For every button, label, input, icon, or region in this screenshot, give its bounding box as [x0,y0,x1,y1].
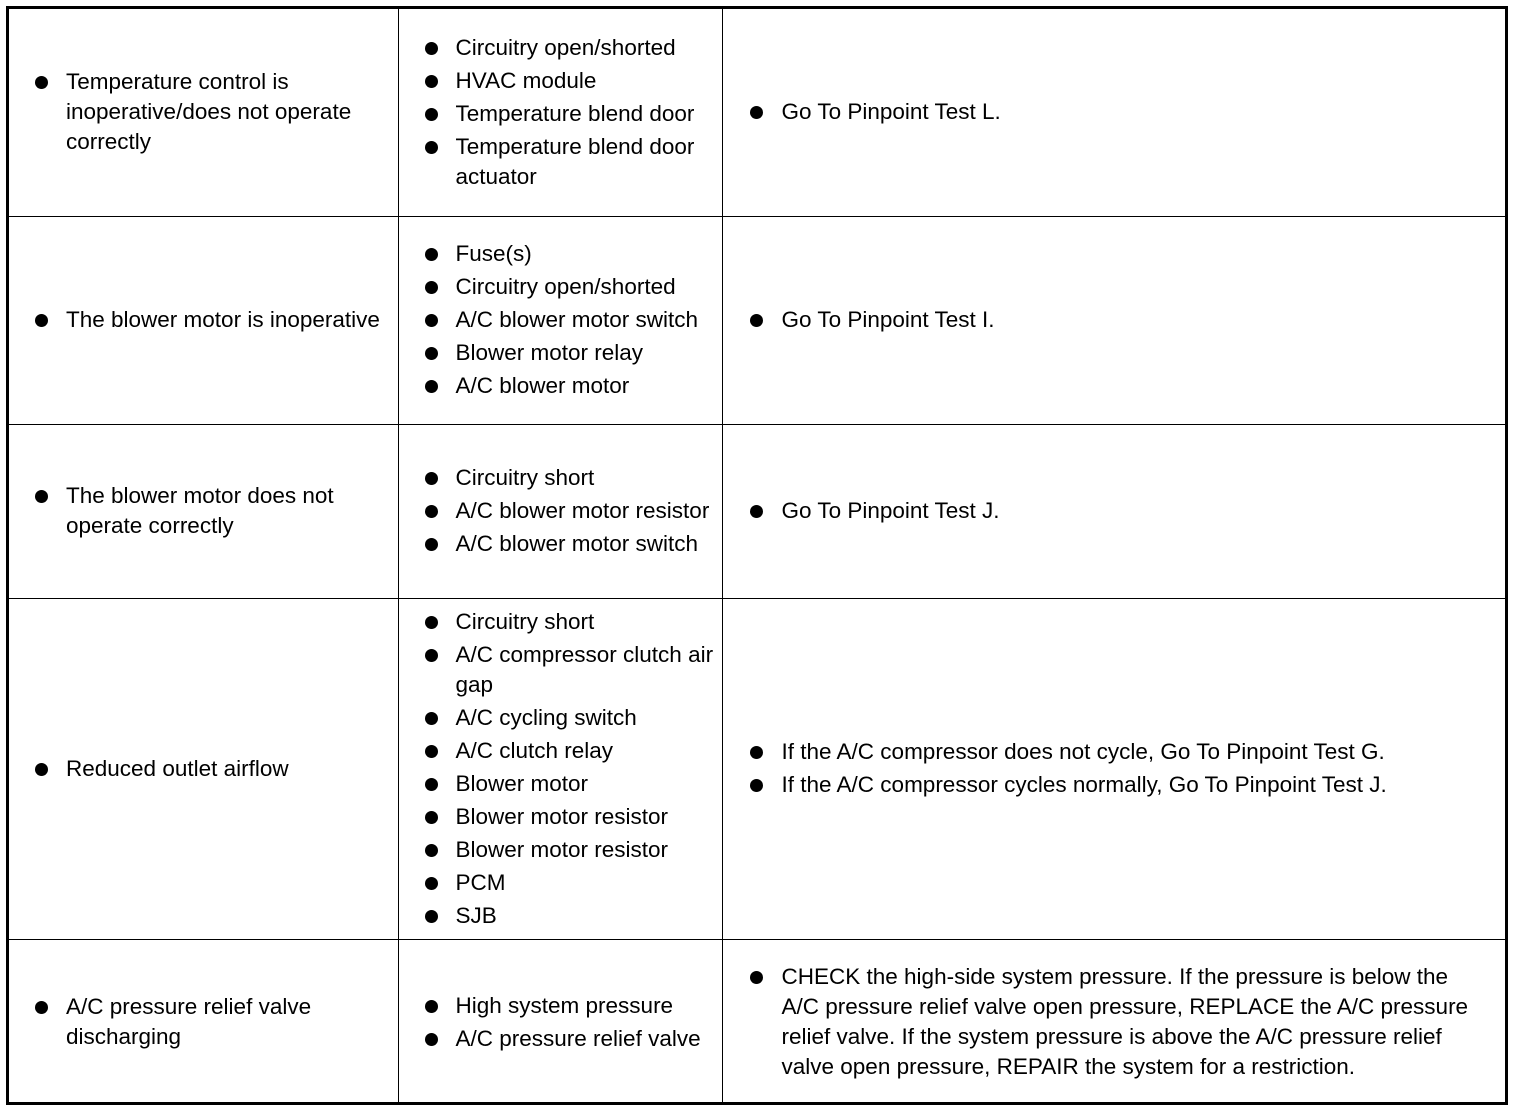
bullet-icon [35,763,48,776]
list-item [399,640,722,700]
bullet-icon [425,75,438,88]
list-item [399,901,722,931]
list-item [399,607,722,637]
list-item [723,770,1506,800]
bullet-icon [425,108,438,121]
cause-text: HVAC module [455,67,597,93]
symptom-text: A/C pressure relief valve discharging [66,994,312,1050]
bullet-icon [425,712,438,725]
bullet-icon [35,490,48,503]
symptom-cell [9,9,398,216]
bullet-icon [425,778,438,791]
symptom-text: The blower motor does not operate correctly [66,483,334,538]
list-item [723,962,1506,1082]
cause-text: Blower motor resistor [455,836,669,862]
cause-text: A/C pressure relief valve [455,1025,701,1051]
bullet-icon [425,472,438,485]
action-cell [722,598,1505,939]
action-text: Go To Pinpoint Test I. [781,307,995,332]
cause-text: Blower motor resistor [455,803,669,829]
cause-text: A/C blower motor switch [455,307,699,332]
symptom-cell [9,939,398,1105]
list-item [723,737,1506,767]
list-item [9,305,390,335]
cause-text: A/C clutch relay [455,737,614,763]
list-item [399,529,722,559]
list-item [399,272,722,302]
symptom-cell [9,216,398,424]
possible-source-cell [398,9,722,216]
cause-text: Fuse(s) [455,241,532,266]
list-item [399,991,722,1021]
bullet-icon [750,505,763,518]
bullet-icon [425,141,438,154]
bullet-icon [750,971,763,984]
list-item [9,481,390,541]
bullet-icon [750,746,763,759]
bullet-icon [425,844,438,857]
bullet-icon [425,1033,438,1046]
list-item [399,33,722,63]
bullet-icon [35,314,48,327]
list-item [723,305,1506,335]
bullet-icon [425,910,438,923]
cause-text: Circuitry short [455,608,595,634]
diagnosis-table [6,6,1508,1105]
bullet-icon [425,1000,438,1013]
action-text: CHECK the high-side system pressure. If the pressure is below the A/C pressure relief valve open pressure, REPLACE the A/C pressure relief valve. If the system pressure is above the A/C pressure relief valve open pressure, REPAIR the system for a restriction. [781,964,1469,1080]
cause-text: A/C blower motor switch [455,531,699,556]
list-item [399,99,722,129]
list-item [723,97,1506,127]
list-item [399,463,722,493]
list-item [399,496,722,526]
bullet-icon [425,314,438,327]
action-cell [722,939,1505,1105]
bullet-icon [750,779,763,792]
list-item [9,67,390,157]
symptom-text: Reduced outlet airflow [66,755,289,781]
list-item [399,868,722,898]
action-text: Go To Pinpoint Test L. [781,99,1001,125]
symptom-text: The blower motor is inoperative [66,307,380,332]
list-item [399,66,722,96]
action-cell [722,9,1505,216]
symptom-cell [9,598,398,939]
cause-text: SJB [455,902,497,928]
list-item [399,338,722,368]
bullet-icon [425,616,438,629]
cause-text: Circuitry open/shorted [455,274,676,299]
bullet-icon [425,811,438,824]
action-cell [722,216,1505,424]
bullet-icon [425,281,438,294]
list-item [9,992,390,1052]
list-item [399,736,722,766]
bullet-icon [425,745,438,758]
table-row [9,9,1505,216]
bullet-icon [750,314,763,327]
cause-text: Temperature blend door [455,100,695,126]
symptom-chart [9,9,1505,1105]
possible-source-cell [398,424,722,598]
bullet-icon [425,877,438,890]
list-item [399,371,722,401]
list-item [723,496,1506,526]
list-item [399,835,722,865]
list-item [399,802,722,832]
table-row [9,598,1505,939]
bullet-icon [425,649,438,662]
list-item [399,1024,722,1054]
cause-text: PCM [455,869,506,895]
list-item [399,703,722,733]
cause-text: Temperature blend door actuator [455,133,695,189]
table-row [9,939,1505,1105]
cause-text: Circuitry short [455,465,595,490]
cause-text: Circuitry open/shorted [455,34,676,60]
bullet-icon [425,42,438,55]
bullet-icon [425,538,438,551]
bullet-icon [35,1001,48,1014]
cause-text: Blower motor relay [455,340,644,365]
action-text: If the A/C compressor cycles normally, Go To Pinpoint Test J. [781,772,1387,797]
symptom-text: Temperature control is inoperative/does not operate correctly [66,69,352,155]
list-item [9,754,390,784]
cause-text: A/C compressor clutch air gap [455,641,714,697]
list-item [399,132,722,192]
bullet-icon [35,76,48,89]
possible-source-cell [398,598,722,939]
action-text: If the A/C compressor does not cycle, Go To Pinpoint Test G. [781,739,1385,764]
cause-text: A/C blower motor resistor [455,498,710,523]
action-text: Go To Pinpoint Test J. [781,498,1000,523]
list-item [399,239,722,269]
cause-text: High system pressure [455,992,674,1018]
bullet-icon [425,248,438,261]
possible-source-cell [398,939,722,1105]
cause-text: Blower motor [455,770,589,796]
list-item [399,305,722,335]
cause-text: A/C cycling switch [455,704,637,730]
action-cell [722,424,1505,598]
bullet-icon [425,347,438,360]
bullet-icon [425,505,438,518]
list-item [399,769,722,799]
table-row [9,424,1505,598]
bullet-icon [425,380,438,393]
symptom-cell [9,424,398,598]
table-row [9,216,1505,424]
bullet-icon [750,106,763,119]
cause-text: A/C blower motor [455,373,630,398]
possible-source-cell [398,216,722,424]
